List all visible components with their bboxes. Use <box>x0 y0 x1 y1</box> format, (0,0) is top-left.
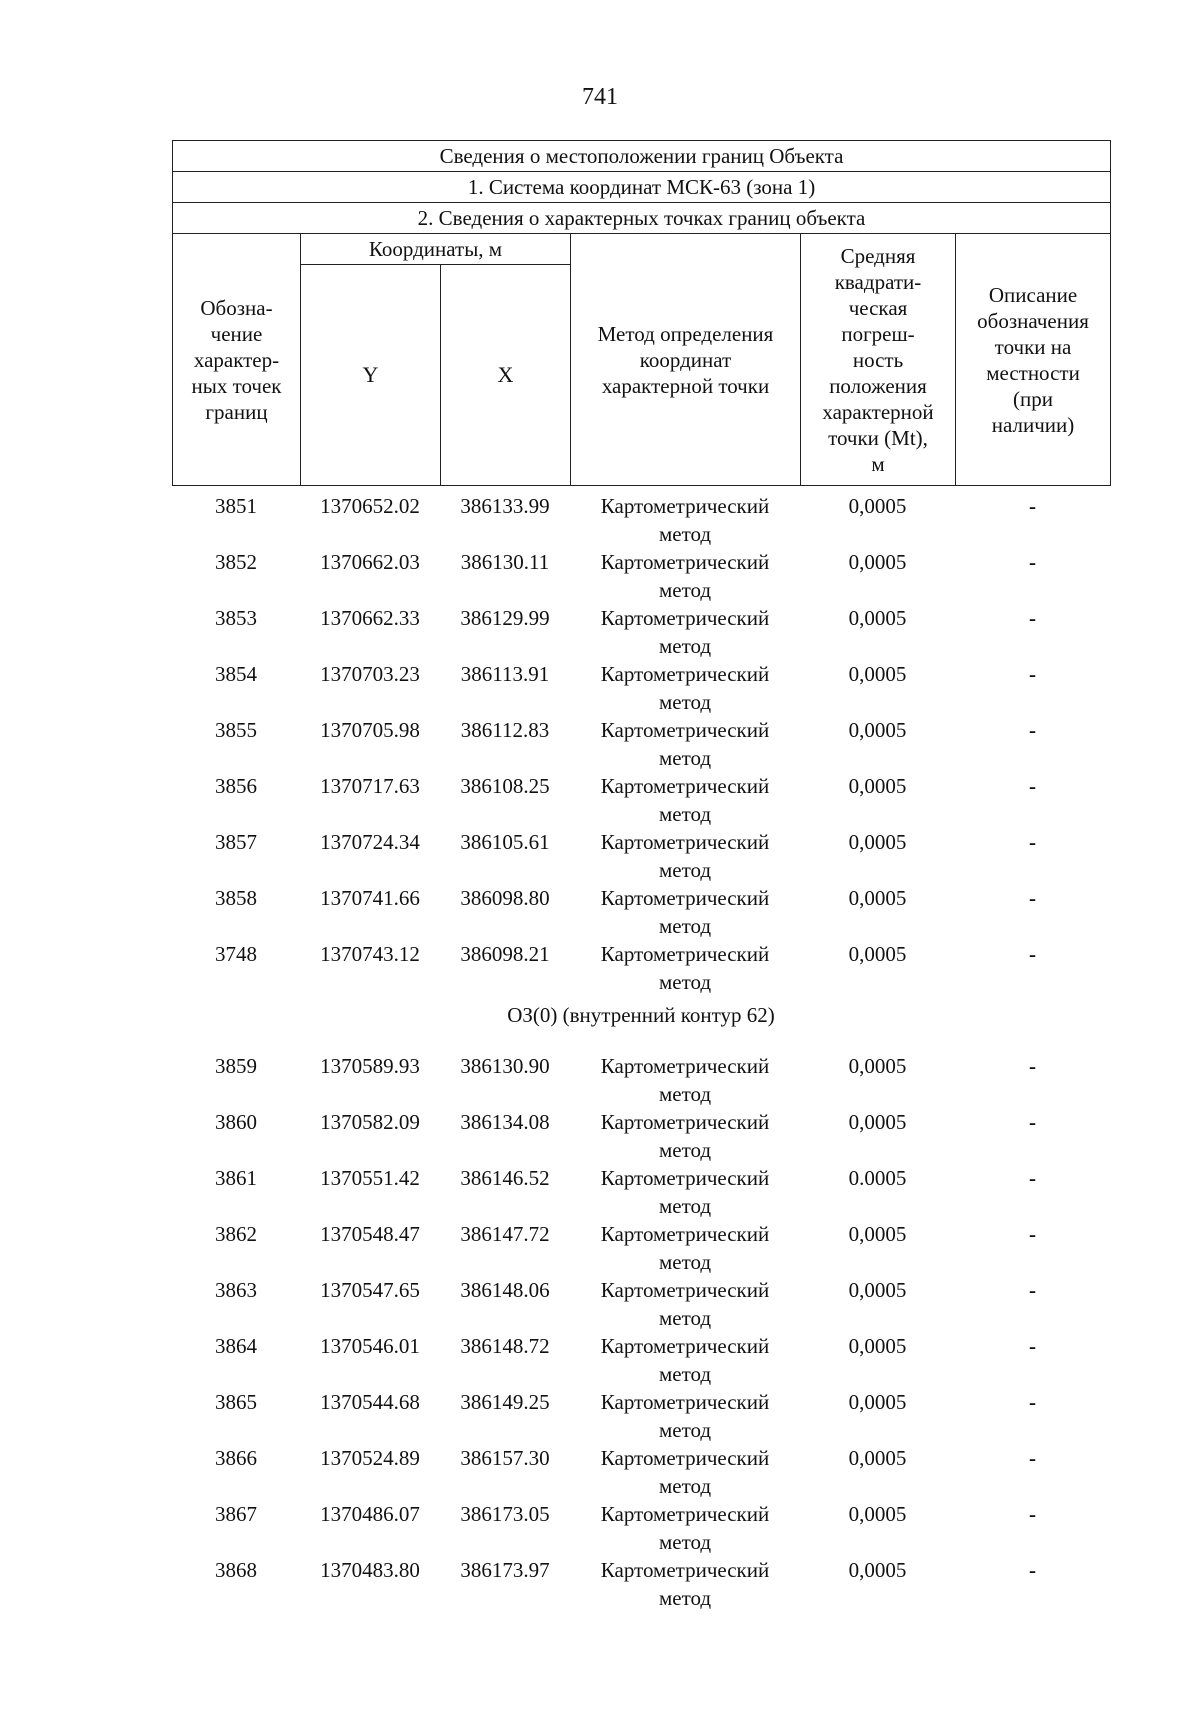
page-number: 741 <box>582 84 618 110</box>
method <box>570 1052 800 1108</box>
method-line-2: метод <box>658 914 712 938</box>
coord-x: 386173.97 <box>460 1558 550 1582</box>
point-description: - <box>1029 1222 1036 1246</box>
method-line-2: метод <box>658 858 712 882</box>
coord-y: 1370547.65 <box>320 1278 420 1302</box>
mean-error: 0,0005 <box>848 550 907 574</box>
method-line-2: метод <box>658 1138 712 1162</box>
method <box>570 1556 800 1612</box>
mean-error: 0,0005 <box>848 830 907 854</box>
method-line-2: метод <box>658 802 712 826</box>
point-number: 3853 <box>215 606 257 630</box>
method <box>570 1500 800 1556</box>
method-line-2: метод <box>658 1586 712 1610</box>
coord-x: 386148.06 <box>460 1278 550 1302</box>
point-description: - <box>1029 606 1036 630</box>
method <box>570 772 800 828</box>
method-line-1: Картометрический <box>600 1446 770 1470</box>
method-line-1: Картометрический <box>600 830 770 854</box>
coord-x: 386148.72 <box>460 1334 550 1358</box>
mean-error: 0,0005 <box>848 494 907 518</box>
method-line-2: метод <box>658 522 712 546</box>
method-line-1: Картометрический <box>600 1558 770 1582</box>
point-description: - <box>1029 1110 1036 1134</box>
points-table-header <box>172 140 1111 486</box>
point-number: 3859 <box>215 1054 257 1078</box>
coord-x: 386134.08 <box>460 1110 550 1134</box>
mean-error: 0,0005 <box>848 1278 907 1302</box>
point-description: - <box>1029 718 1036 742</box>
method-line-1: Картометрический <box>600 1334 770 1358</box>
point-rows-group-1 <box>172 492 1110 996</box>
coord-y: 1370486.07 <box>320 1502 420 1526</box>
coord-y: 1370544.68 <box>320 1390 420 1414</box>
point-number: 3851 <box>215 494 257 518</box>
method <box>570 884 800 940</box>
method-line-1: Картометрический <box>600 606 770 630</box>
coordinate-system: 1. Система координат МСК-63 (зона 1) <box>173 172 1111 203</box>
method <box>570 548 800 604</box>
point-number: 3863 <box>215 1278 257 1302</box>
method-line-2: метод <box>658 1418 712 1442</box>
point-number: 3865 <box>215 1390 257 1414</box>
coord-y: 1370662.33 <box>320 606 420 630</box>
point-number: 3858 <box>215 886 257 910</box>
method-line-2: метод <box>658 690 712 714</box>
mean-error: 0,0005 <box>848 1446 907 1470</box>
coord-x: 386157.30 <box>460 1446 550 1470</box>
mean-error: 0,0005 <box>848 774 907 798</box>
table-title: Сведения о местоположении границ Объекта <box>173 141 1111 172</box>
method-line-2: метод <box>658 578 712 602</box>
method <box>570 940 800 996</box>
table-body <box>172 492 1110 1612</box>
point-description: - <box>1029 886 1036 910</box>
point-number: 3857 <box>215 830 257 854</box>
mean-error: 0,0005 <box>848 606 907 630</box>
point-number: 3868 <box>215 1558 257 1582</box>
coord-y: 1370582.09 <box>320 1110 420 1134</box>
coord-y: 1370662.03 <box>320 550 420 574</box>
mean-error: 0,0005 <box>848 1110 907 1134</box>
coord-x: 386147.72 <box>460 1222 550 1246</box>
error-column-header: Средняя квадрати- ческая погреш- ность положения характерной точки (Mt), м <box>801 234 956 486</box>
table-row <box>172 940 1110 996</box>
table-row <box>172 1108 1110 1164</box>
mean-error: 0,0005 <box>848 1558 907 1582</box>
method-line-1: Картометрический <box>600 550 770 574</box>
method-line-2: метод <box>658 746 712 770</box>
coord-y: 1370589.93 <box>320 1054 420 1078</box>
mean-error: 0,0005 <box>848 1054 907 1078</box>
method-column-header: Метод определения координат характерной точки <box>571 234 801 486</box>
method <box>570 1388 800 1444</box>
x-column-header: X <box>441 265 571 486</box>
method <box>570 1276 800 1332</box>
point-description: - <box>1029 1502 1036 1526</box>
method-line-2: метод <box>658 1530 712 1554</box>
method-line-2: метод <box>658 1474 712 1498</box>
method-line-1: Картометрический <box>600 1390 770 1414</box>
point-number: 3852 <box>215 550 257 574</box>
point-description: - <box>1029 774 1036 798</box>
coord-x: 386105.61 <box>460 830 550 854</box>
method-line-2: метод <box>658 634 712 658</box>
table-row <box>172 660 1110 716</box>
table-row <box>172 828 1110 884</box>
mean-error: 0,0005 <box>848 886 907 910</box>
mean-error: 0,0005 <box>848 1222 907 1246</box>
coord-x: 386129.99 <box>460 606 550 630</box>
method <box>570 1220 800 1276</box>
coord-x: 386098.80 <box>460 886 550 910</box>
point-number: 3860 <box>215 1110 257 1134</box>
table-row <box>172 1444 1110 1500</box>
coord-y: 1370546.01 <box>320 1334 420 1358</box>
mean-error: 0.0005 <box>848 1166 907 1190</box>
description-column-header: Описание обозначения точки на местности (при наличии) <box>956 234 1111 486</box>
table-row <box>172 1276 1110 1332</box>
table-row <box>172 1388 1110 1444</box>
table-row <box>172 1556 1110 1612</box>
point-rows-group-2 <box>172 1052 1110 1612</box>
coord-y: 1370548.47 <box>320 1222 420 1246</box>
method-line-1: Картометрический <box>600 1110 770 1134</box>
method-line-1: Картометрический <box>600 886 770 910</box>
method-line-1: Картометрический <box>600 718 770 742</box>
y-column-header: Y <box>301 265 441 486</box>
coord-y: 1370741.66 <box>320 886 420 910</box>
mean-error: 0,0005 <box>848 1502 907 1526</box>
coord-y: 1370483.80 <box>320 1558 420 1582</box>
mean-error: 0,0005 <box>848 662 907 686</box>
method <box>570 1108 800 1164</box>
table-row <box>172 1332 1110 1388</box>
point-description: - <box>1029 1558 1036 1582</box>
coord-y: 1370524.89 <box>320 1446 420 1470</box>
method-line-1: Картометрический <box>600 942 770 966</box>
table-row <box>172 1052 1110 1108</box>
method-line-1: Картометрический <box>600 774 770 798</box>
table-row <box>172 716 1110 772</box>
table-row <box>172 1220 1110 1276</box>
method <box>570 828 800 884</box>
table-row <box>172 884 1110 940</box>
method-line-2: метод <box>658 1250 712 1274</box>
method <box>570 716 800 772</box>
coord-x: 386133.99 <box>460 494 550 518</box>
method <box>570 1164 800 1220</box>
point-number: 3866 <box>215 1446 257 1470</box>
method-line-1: Картометрический <box>600 1166 770 1190</box>
mean-error: 0,0005 <box>848 718 907 742</box>
method-line-2: метод <box>658 1194 712 1218</box>
method-line-1: Картометрический <box>600 494 770 518</box>
coord-y: 1370724.34 <box>320 830 420 854</box>
point-number: 3856 <box>215 774 257 798</box>
mean-error: 0,0005 <box>848 1334 907 1358</box>
coord-x: 386113.91 <box>460 662 550 686</box>
coord-y: 1370652.02 <box>320 494 420 518</box>
point-number: 3854 <box>215 662 257 686</box>
method <box>570 1444 800 1500</box>
table-row <box>172 604 1110 660</box>
coord-y: 1370705.98 <box>320 718 420 742</box>
method-line-1: Картометрический <box>600 1278 770 1302</box>
coord-x: 386149.25 <box>460 1390 550 1414</box>
method-line-2: метод <box>658 970 712 994</box>
method-line-1: Картометрический <box>600 1054 770 1078</box>
coord-x: 386108.25 <box>460 774 550 798</box>
method-line-1: Картометрический <box>600 662 770 686</box>
point-description: - <box>1029 942 1036 966</box>
point-number: 3855 <box>215 718 257 742</box>
table-row <box>172 1164 1110 1220</box>
method-line-2: метод <box>658 1082 712 1106</box>
table-row <box>172 492 1110 548</box>
point-number: 3861 <box>215 1166 257 1190</box>
method-line-1: Картометрический <box>600 1222 770 1246</box>
method <box>570 660 800 716</box>
coord-x: 386146.52 <box>460 1166 550 1190</box>
method-line-1: Картометрический <box>600 1502 770 1526</box>
coord-x: 386112.83 <box>460 718 550 742</box>
point-description: - <box>1029 550 1036 574</box>
point-description: - <box>1029 1390 1036 1414</box>
point-description: - <box>1029 1334 1036 1358</box>
method <box>570 604 800 660</box>
point-description: - <box>1029 1166 1036 1190</box>
coord-y: 1370717.63 <box>320 774 420 798</box>
point-description: - <box>1029 830 1036 854</box>
point-number: 3864 <box>215 1334 257 1358</box>
table-row <box>172 1500 1110 1556</box>
coordinates-column-header: Координаты, м <box>301 234 571 265</box>
coord-y: 1370703.23 <box>320 662 420 686</box>
point-description: - <box>1029 494 1036 518</box>
coord-x: 386173.05 <box>460 1502 550 1526</box>
coord-x: 386130.90 <box>460 1054 550 1078</box>
point-description: - <box>1029 1446 1036 1470</box>
points-section-title: 2. Сведения о характерных точках границ объекта <box>173 203 1111 234</box>
coord-y: 1370551.42 <box>320 1166 420 1190</box>
method <box>570 492 800 548</box>
mean-error: 0,0005 <box>848 942 907 966</box>
coord-x: 386130.11 <box>460 550 550 574</box>
point-description: - <box>1029 1054 1036 1078</box>
point-description: - <box>1029 1278 1036 1302</box>
point-number: 3862 <box>215 1222 257 1246</box>
table-row <box>172 548 1110 604</box>
table-row <box>172 772 1110 828</box>
point-number: 3867 <box>215 1502 257 1526</box>
point-number: 3748 <box>215 942 257 966</box>
method-line-2: метод <box>658 1362 712 1386</box>
method <box>570 1332 800 1388</box>
mean-error: 0,0005 <box>848 1390 907 1414</box>
designation-column-header: Обозна- чение характер- ных точек границ <box>173 234 301 486</box>
point-description: - <box>1029 662 1036 686</box>
method-line-2: метод <box>658 1306 712 1330</box>
coord-x: 386098.21 <box>460 942 550 966</box>
section-label: ОЗ(0) (внутренний контур 62) <box>507 1003 775 1027</box>
coord-y: 1370743.12 <box>320 942 420 966</box>
